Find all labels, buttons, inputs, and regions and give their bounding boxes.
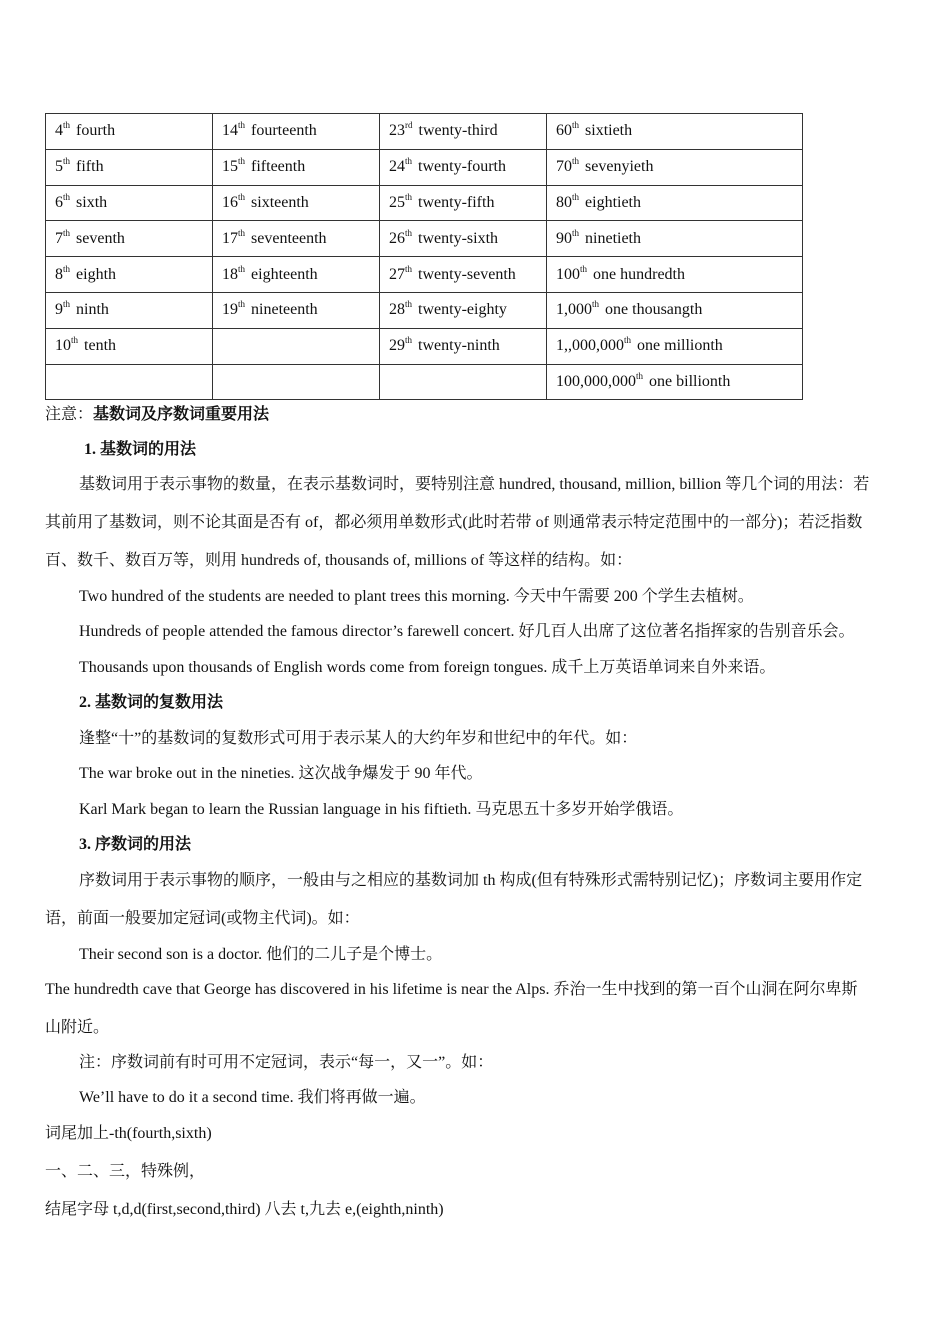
section-1-paragraph-line-3: 百、数千、数百万等，则用 hundreds of, thousands of, millions of 等这样的结构。如： xyxy=(45,552,633,569)
table-cell xyxy=(547,364,803,400)
table-row xyxy=(46,149,803,185)
section-1-example-2: Hundreds of people attended the famous director’s farewell concert. 好几百人出席了这位著名指挥家的告别音乐会。 xyxy=(79,623,855,640)
ordinal-number: 4 xyxy=(55,122,63,140)
table-cell xyxy=(547,114,803,150)
rule-line-1: 词尾加上-th(fourth,sixth) xyxy=(45,1125,212,1142)
table-row xyxy=(46,221,803,257)
note-title-bold: 基数词及序数词重要用法 xyxy=(93,406,270,423)
table-cell xyxy=(380,149,547,185)
ordinal-word: one millionth xyxy=(637,337,723,355)
table-cell xyxy=(380,257,547,293)
ordinal-word: twenty-fourth xyxy=(418,158,506,176)
ordinal-suffix: th xyxy=(63,227,71,238)
table-row xyxy=(46,328,803,364)
ordinal-number: 80 xyxy=(556,193,572,211)
section-3-note: 注：序数词前有时可用不定冠词，表示“每一，又一”。如： xyxy=(79,1054,494,1071)
ordinal-suffix: th xyxy=(624,335,632,346)
ordinal-word: ninth xyxy=(76,301,109,319)
table-row xyxy=(46,364,803,400)
ordinal-suffix: th xyxy=(63,299,71,310)
rule-line-2: 一、二、三，特殊例， xyxy=(45,1163,206,1180)
ordinal-suffix: th xyxy=(238,156,246,167)
ordinal-suffix: th xyxy=(405,299,413,310)
ordinal-word: seventeenth xyxy=(251,229,327,247)
section-3-example-2-line-1: The hundredth cave that George has discovered in his lifetime is near the Alps. 乔治一生中找到的第一百个山洞在阿尔卑斯 xyxy=(45,981,858,998)
ordinal-number: 70 xyxy=(556,158,572,176)
ordinal-word: eighteenth xyxy=(251,265,318,283)
ordinal-number: 60 xyxy=(556,122,572,140)
ordinal-number: 24 xyxy=(389,158,405,176)
ordinal-suffix: th xyxy=(405,263,413,274)
table-cell xyxy=(213,114,380,150)
table-cell xyxy=(46,292,213,328)
ordinal-suffix: th xyxy=(405,227,413,238)
ordinal-word: one billionth xyxy=(649,372,731,390)
ordinal-number: 23 xyxy=(389,122,405,140)
ordinal-number: 6 xyxy=(55,193,63,211)
table-cell xyxy=(213,292,380,328)
table-cell xyxy=(547,292,803,328)
table-cell xyxy=(46,221,213,257)
ordinal-suffix: th xyxy=(405,335,413,346)
table-cell xyxy=(547,257,803,293)
ordinal-suffix: th xyxy=(238,299,246,310)
ordinal-word: twenty-seventh xyxy=(418,265,516,283)
ordinal-number: 1,,000,000 xyxy=(556,337,624,355)
ordinal-number: 25 xyxy=(389,193,405,211)
section-2-heading: 2. 基数词的复数用法 xyxy=(79,694,224,711)
section-1-paragraph-line-2: 其前用了基数词，则不论其面是否有 of，都必须用单数形式(此时若带 of 则通常表示特定范围中的一部分)；若泛指数 xyxy=(45,514,863,531)
ordinal-number: 19 xyxy=(222,301,238,319)
section-3-paragraph-line-1: 序数词用于表示事物的顺序，一般由与之相应的基数词加 th 构成(但有特殊形式需特别记忆)；序数词主要用作定 xyxy=(79,872,863,889)
table-cell xyxy=(547,328,803,364)
table-cell xyxy=(547,185,803,221)
ordinal-suffix: th xyxy=(572,120,580,131)
section-1-example-3: Thousands upon thousands of English words come from foreign tongues. 成千上万英语单词来自外来语。 xyxy=(79,659,776,676)
ordinal-word: fifth xyxy=(76,158,104,176)
ordinal-suffix: th xyxy=(238,227,246,238)
ordinal-suffix: th xyxy=(63,120,71,131)
ordinal-suffix: th xyxy=(580,263,588,274)
ordinal-suffix: th xyxy=(636,370,644,381)
table-row xyxy=(46,114,803,150)
ordinal-number: 8 xyxy=(55,265,63,283)
ordinal-table-body xyxy=(46,114,803,400)
ordinal-number: 9 xyxy=(55,301,63,319)
section-1-heading: 1. 基数词的用法 xyxy=(84,441,197,458)
ordinal-word: sixtieth xyxy=(585,122,633,140)
table-cell xyxy=(380,221,547,257)
table-cell xyxy=(213,221,380,257)
ordinal-word: fifteenth xyxy=(251,158,306,176)
section-3-paragraph-line-2: 语，前面一般要加定冠词(或物主代词)。如： xyxy=(45,910,360,927)
ordinal-number: 7 xyxy=(55,229,63,247)
table-cell xyxy=(213,364,380,400)
section-2-paragraph: 逢整“十”的基数词的复数形式可用于表示某人的大约年岁和世纪中的年代。如： xyxy=(79,730,638,747)
table-cell xyxy=(380,114,547,150)
ordinal-word: nineteenth xyxy=(251,301,318,319)
section-1-example-1: Two hundred of the students are needed to plant trees this morning. 今天中午需要 200 个学生去植树。 xyxy=(79,588,754,605)
table-cell xyxy=(46,185,213,221)
ordinal-suffix: th xyxy=(71,335,79,346)
ordinal-suffix: th xyxy=(63,156,71,167)
section-2-example-1: The war broke out in the nineties. 这次战争爆发于 90 年代。 xyxy=(79,765,483,782)
table-cell xyxy=(46,114,213,150)
ordinal-word: tenth xyxy=(84,337,117,355)
table-cell xyxy=(213,149,380,185)
ordinal-word: fourteenth xyxy=(251,122,317,140)
table-cell xyxy=(547,221,803,257)
ordinal-word: twenty-eighty xyxy=(418,301,507,319)
ordinal-word: twenty-fifth xyxy=(418,193,495,211)
table-cell xyxy=(46,257,213,293)
ordinal-number: 28 xyxy=(389,301,405,319)
table-cell xyxy=(213,257,380,293)
ordinal-suffix: th xyxy=(572,156,580,167)
section-1-paragraph-line-1: 基数词用于表示事物的数量，在表示基数词时，要特别注意 hundred, thousand, million, billion 等几个词的用法：若 xyxy=(79,476,870,493)
ordinal-suffix: th xyxy=(238,191,246,202)
ordinal-number: 90 xyxy=(556,229,572,247)
ordinal-suffix: rd xyxy=(405,120,413,131)
ordinal-number: 17 xyxy=(222,229,238,247)
ordinal-suffix: th xyxy=(238,263,246,274)
table-cell xyxy=(213,185,380,221)
table-cell xyxy=(380,185,547,221)
ordinal-word: seventh xyxy=(76,229,125,247)
ordinal-table xyxy=(45,113,803,400)
ordinal-word: twenty-ninth xyxy=(418,337,500,355)
section-3-heading: 3. 序数词的用法 xyxy=(79,836,192,853)
table-cell xyxy=(213,328,380,364)
ordinal-word: sixteenth xyxy=(251,193,309,211)
ordinal-word: one thousangth xyxy=(605,301,703,319)
ordinal-suffix: th xyxy=(572,227,580,238)
table-cell xyxy=(547,149,803,185)
ordinal-word: sixth xyxy=(76,193,108,211)
ordinal-number: 18 xyxy=(222,265,238,283)
table-cell xyxy=(380,292,547,328)
ordinal-number: 10 xyxy=(55,337,71,355)
ordinal-number: 5 xyxy=(55,158,63,176)
table-cell xyxy=(380,328,547,364)
ordinal-number: 26 xyxy=(389,229,405,247)
table-cell xyxy=(46,149,213,185)
ordinal-number: 100 xyxy=(556,265,580,283)
table-row xyxy=(46,292,803,328)
ordinal-word: twenty-sixth xyxy=(418,229,499,247)
section-2-example-2: Karl Mark began to learn the Russian language in his fiftieth. 马克思五十多岁开始学俄语。 xyxy=(79,801,684,818)
ordinal-suffix: th xyxy=(572,191,580,202)
ordinal-number: 27 xyxy=(389,265,405,283)
ordinal-word: ninetieth xyxy=(585,229,641,247)
table-cell xyxy=(46,364,213,400)
ordinal-number: 1,000 xyxy=(556,301,592,319)
ordinal-number: 15 xyxy=(222,158,238,176)
ordinal-suffix: th xyxy=(238,120,246,131)
ordinal-number: 16 xyxy=(222,193,238,211)
ordinal-word: eightieth xyxy=(585,193,641,211)
ordinal-suffix: th xyxy=(405,156,413,167)
table-row xyxy=(46,257,803,293)
section-3-example-3: We’ll have to do it a second time. 我们将再做一遍。 xyxy=(79,1089,426,1106)
table-row xyxy=(46,185,803,221)
table-cell xyxy=(46,328,213,364)
note-title xyxy=(45,405,269,425)
section-3-example-2-line-2: 山附近。 xyxy=(45,1019,110,1036)
ordinal-suffix: th xyxy=(405,191,413,202)
ordinal-suffix: th xyxy=(592,299,600,310)
ordinal-word: sevenyieth xyxy=(585,158,654,176)
table-cell xyxy=(380,364,547,400)
ordinal-number: 14 xyxy=(222,122,238,140)
ordinal-word: eighth xyxy=(76,265,117,283)
ordinal-word: twenty-third xyxy=(418,122,498,140)
note-prefix: 注意： xyxy=(45,406,94,423)
ordinal-word: one hundredth xyxy=(593,265,685,283)
ordinal-suffix: th xyxy=(63,263,71,274)
ordinal-suffix: th xyxy=(63,191,71,202)
ordinal-number: 29 xyxy=(389,337,405,355)
rule-line-3: 结尾字母 t,d,d(first,second,third) 八去 t,九去 e,(eighth,ninth) xyxy=(45,1201,444,1218)
ordinal-word: fourth xyxy=(76,122,116,140)
ordinal-number: 100,000,000 xyxy=(556,372,636,390)
section-3-example-1: Their second son is a doctor. 他们的二儿子是个博士。 xyxy=(79,946,443,963)
